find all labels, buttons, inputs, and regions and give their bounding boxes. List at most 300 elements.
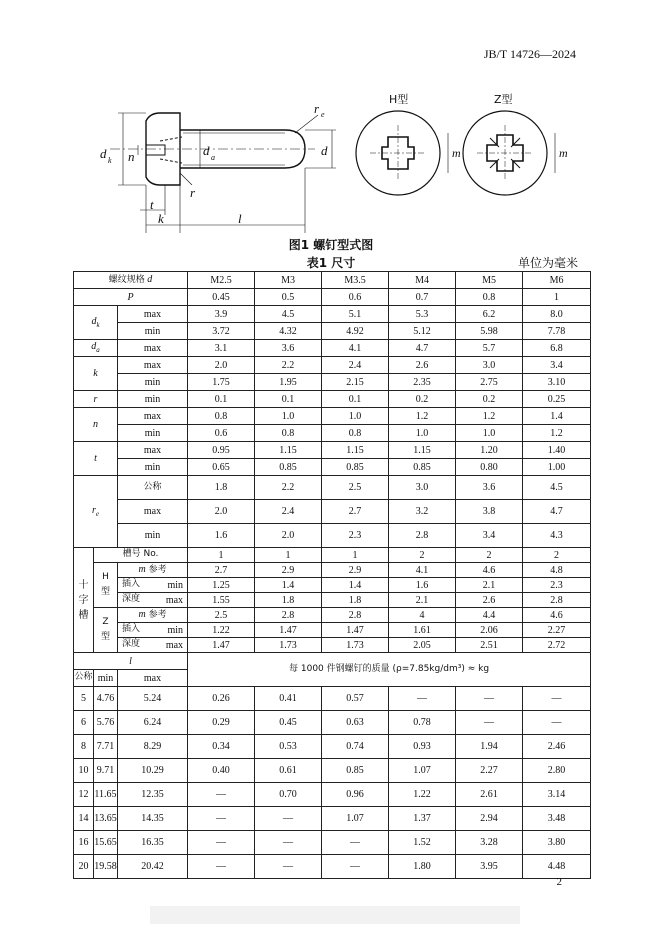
table-cell: 1.47 (255, 623, 322, 638)
mass-value: 0.29 (188, 711, 255, 735)
table-cell: 3.9 (188, 306, 255, 323)
table-row (74, 548, 591, 563)
cross-recess-label: 十 字 槽 (74, 548, 94, 653)
table-cell: P (74, 289, 188, 306)
mass-value: — (456, 687, 523, 711)
table-cell: 2 (456, 548, 523, 563)
length-min: 13.65 (94, 807, 118, 831)
label-n: n (128, 149, 135, 164)
table-cell: 3.6 (456, 476, 523, 500)
table-cell: 1 (322, 548, 389, 563)
table-cell: 5.7 (456, 340, 523, 357)
table-cell: t (74, 442, 118, 476)
table-cell: 2.3 (322, 524, 389, 548)
label-m-z: m (559, 146, 568, 160)
table-cell: $d_k$ (74, 306, 118, 340)
table-cell: 4.7 (389, 340, 456, 357)
mass-value: 0.45 (255, 711, 322, 735)
table-cell: 1.95 (255, 374, 322, 391)
length-nominal: 6 (74, 711, 94, 735)
mass-value: — (188, 807, 255, 831)
table-row (74, 289, 591, 306)
unit-note: 单位为毫米 (517, 256, 578, 270)
table-cell: 1.6 (188, 524, 255, 548)
length-max: 10.29 (118, 759, 188, 783)
mass-value: 2.27 (456, 759, 523, 783)
table-cell: 2.8 (389, 524, 456, 548)
table-cell: 3.0 (456, 357, 523, 374)
mass-value: — (188, 783, 255, 807)
mass-value: — (188, 831, 255, 855)
length-max: 6.24 (118, 711, 188, 735)
table-cell: 4.5 (523, 476, 591, 500)
mass-value: 0.96 (322, 783, 389, 807)
table-cell: 0.2 (456, 391, 523, 408)
table-cell: 2.75 (456, 374, 523, 391)
mass-value: 1.22 (389, 783, 456, 807)
table-cell: 4.92 (322, 323, 389, 340)
length-min: 9.71 (94, 759, 118, 783)
length-nominal: 10 (74, 759, 94, 783)
table-cell: 1.4 (322, 578, 389, 593)
mass-value: — (255, 807, 322, 831)
table-cell: 2.06 (456, 623, 523, 638)
table-cell: 0.65 (188, 459, 255, 476)
z-type-view (463, 111, 555, 195)
mass-value: 0.78 (389, 711, 456, 735)
table-cell: 2.8 (322, 608, 389, 623)
mass-value: 1.07 (389, 759, 456, 783)
table-cell: 1.0 (389, 425, 456, 442)
table-cell: 0.5 (255, 289, 322, 306)
label-h-type: H型 (389, 93, 409, 106)
table-cell: min (118, 323, 188, 340)
table-cell: 0.1 (188, 391, 255, 408)
table-cell: 6.8 (523, 340, 591, 357)
table-cell: max (118, 340, 188, 357)
table-cell: 4.1 (389, 563, 456, 578)
label-dk: d (100, 146, 107, 161)
table-cell: 3.72 (188, 323, 255, 340)
table-cell: 4.8 (523, 563, 591, 578)
table-cell: 4 (389, 608, 456, 623)
table-cell: 深度 max (118, 638, 188, 653)
table-cell: min (118, 524, 188, 548)
table-cell: 1.75 (188, 374, 255, 391)
table-cell: 4.5 (255, 306, 322, 323)
table-cell: 0.95 (188, 442, 255, 459)
label-d: d (321, 143, 328, 158)
table-cell: 1.73 (255, 638, 322, 653)
size-header: M3 (255, 272, 322, 289)
length-nominal: 8 (74, 735, 94, 759)
table-row (74, 459, 591, 476)
footer-band (150, 906, 520, 924)
table-cell: 2.2 (255, 357, 322, 374)
table-cell: $d_a$ (74, 340, 118, 357)
table-row (74, 563, 591, 578)
mass-value: 1.07 (322, 807, 389, 831)
table-cell: 3.0 (389, 476, 456, 500)
table-cell: 4.4 (456, 608, 523, 623)
table-cell: 1 (188, 548, 255, 563)
table-caption: 表1 尺寸 (306, 256, 356, 270)
table-cell: 0.85 (255, 459, 322, 476)
table-cell: 插入 min (118, 623, 188, 638)
table-cell: 1.15 (255, 442, 322, 459)
table-cell: 1.8 (322, 593, 389, 608)
length-min: 11.65 (94, 783, 118, 807)
mass-value: — (322, 855, 389, 879)
table-cell: 2.6 (389, 357, 456, 374)
table-cell: 5.1 (322, 306, 389, 323)
table-row (74, 855, 591, 879)
table-cell: 2.15 (322, 374, 389, 391)
table-cell: 0.85 (389, 459, 456, 476)
table-row (74, 442, 591, 459)
length-max: 8.29 (118, 735, 188, 759)
table-cell: 2.7 (188, 563, 255, 578)
l-header: l (74, 653, 188, 670)
mass-value: 0.63 (322, 711, 389, 735)
table-cell: 2.4 (255, 500, 322, 524)
table-row (74, 623, 591, 638)
length-max: 20.42 (118, 855, 188, 879)
table-cell: 2.5 (188, 608, 255, 623)
mass-value: 2.80 (523, 759, 591, 783)
table-cell: min (118, 391, 188, 408)
label-m-h: m (452, 146, 461, 160)
z-type-label: Z 型 (94, 608, 118, 653)
table-cell: 1.2 (523, 425, 591, 442)
table-cell: 4.6 (456, 563, 523, 578)
table-cell: m 参考 (118, 563, 188, 578)
table-cell: min (118, 374, 188, 391)
table-cell: 3.2 (389, 500, 456, 524)
table-cell: 2.1 (389, 593, 456, 608)
figure-caption: 图1 螺钉型式图 (288, 238, 374, 252)
table-cell: 1.0 (322, 408, 389, 425)
table-cell: 公称 (118, 476, 188, 500)
length-max: 14.35 (118, 807, 188, 831)
size-header: M3.5 (322, 272, 389, 289)
table-cell: max (118, 306, 188, 323)
table-cell: 2.9 (255, 563, 322, 578)
mass-value: 1.80 (389, 855, 456, 879)
table-cell: 4.32 (255, 323, 322, 340)
length-nominal: 16 (74, 831, 94, 855)
mass-value: — (255, 831, 322, 855)
table-row (74, 524, 591, 548)
mass-value: 0.85 (322, 759, 389, 783)
table-cell: 1.4 (523, 408, 591, 425)
mass-value: 4.48 (523, 855, 591, 879)
length-min: 5.76 (94, 711, 118, 735)
table-row (74, 807, 591, 831)
screw-figure (0, 85, 662, 235)
table-cell: m 参考 (118, 608, 188, 623)
table-cell: 1.15 (322, 442, 389, 459)
table-cell: 1.55 (188, 593, 255, 608)
mass-value: — (255, 855, 322, 879)
table-cell: max (118, 408, 188, 425)
table-row (74, 711, 591, 735)
h-type-view (356, 111, 448, 195)
table-cell: 0.7 (389, 289, 456, 306)
table-cell: 2.72 (523, 638, 591, 653)
table-row (74, 476, 591, 500)
length-max: 16.35 (118, 831, 188, 855)
table-row (74, 593, 591, 608)
table-cell: 3.10 (523, 374, 591, 391)
label-r: r (190, 185, 196, 200)
mass-value: 1.94 (456, 735, 523, 759)
table-cell: max (118, 670, 188, 687)
table-cell: 1.20 (456, 442, 523, 459)
table-cell: 2.2 (255, 476, 322, 500)
dimensions-table (73, 271, 591, 879)
table-cell: min (118, 425, 188, 442)
table-cell: 2.9 (322, 563, 389, 578)
mass-value: 0.41 (255, 687, 322, 711)
table-cell: 2.8 (255, 608, 322, 623)
mass-value: 2.94 (456, 807, 523, 831)
table-cell: 1.22 (188, 623, 255, 638)
length-nominal: 20 (74, 855, 94, 879)
table-cell: 2.51 (456, 638, 523, 653)
table-cell: min (118, 459, 188, 476)
table-row (74, 272, 591, 289)
table-cell: 1.2 (389, 408, 456, 425)
mass-value: — (456, 711, 523, 735)
table-cell: $r_e$ (74, 476, 118, 548)
standard-code: JB/T 14726—2024 (483, 47, 576, 61)
table-cell: 2.0 (255, 524, 322, 548)
length-nominal: 14 (74, 807, 94, 831)
h-type-label: H 型 (94, 563, 118, 608)
size-header: M2.5 (188, 272, 255, 289)
table-cell: 0.1 (255, 391, 322, 408)
table-cell: 0.80 (456, 459, 523, 476)
label-l: l (238, 211, 242, 226)
table-cell: n (74, 408, 118, 442)
table-cell: 3.8 (456, 500, 523, 524)
length-min: 15.65 (94, 831, 118, 855)
table-row (74, 357, 591, 374)
spec-header: 螺纹规格 d (74, 272, 188, 289)
size-header: M4 (389, 272, 456, 289)
table-cell: 2.1 (456, 578, 523, 593)
mass-value: 0.93 (389, 735, 456, 759)
table-cell: 2.8 (523, 593, 591, 608)
table-cell: 2.0 (188, 357, 255, 374)
mass-value: 3.80 (523, 831, 591, 855)
table-cell: 0.8 (456, 289, 523, 306)
table-cell: 0.25 (523, 391, 591, 408)
table-cell: 插入 min (118, 578, 188, 593)
table-cell: 2 (523, 548, 591, 563)
length-max: 5.24 (118, 687, 188, 711)
mass-value: 3.28 (456, 831, 523, 855)
mass-value: 2.61 (456, 783, 523, 807)
table-cell: 0.8 (188, 408, 255, 425)
table-row (74, 391, 591, 408)
table-cell: 0.8 (322, 425, 389, 442)
table-cell: r (74, 391, 118, 408)
mass-value: 1.37 (389, 807, 456, 831)
screw-drawing (0, 85, 662, 235)
table-cell: 1.4 (255, 578, 322, 593)
table-cell: 5.98 (456, 323, 523, 340)
mass-value: 3.14 (523, 783, 591, 807)
table-cell: 2.6 (456, 593, 523, 608)
table-cell: 4.1 (322, 340, 389, 357)
table-cell: 1.8 (188, 476, 255, 500)
table-cell: 3.1 (188, 340, 255, 357)
size-header: M6 (523, 272, 591, 289)
table-cell: 1.73 (322, 638, 389, 653)
mass-value: 1.52 (389, 831, 456, 855)
table-row (74, 831, 591, 855)
slot-no-label: 槽号 No. (94, 548, 188, 563)
mass-value: 0.26 (188, 687, 255, 711)
table-cell: 2.35 (389, 374, 456, 391)
mass-value: — (389, 687, 456, 711)
table-cell: 4.7 (523, 500, 591, 524)
table-row (74, 735, 591, 759)
table-cell: min (94, 670, 118, 687)
table-cell: 2 (389, 548, 456, 563)
table-row (74, 608, 591, 623)
mass-value: 0.34 (188, 735, 255, 759)
table-cell: max (118, 442, 188, 459)
table-row (74, 759, 591, 783)
table-cell: 6.2 (456, 306, 523, 323)
table-row (74, 408, 591, 425)
label-da: d (203, 143, 210, 158)
table-cell: 7.78 (523, 323, 591, 340)
table-cell: 3.4 (456, 524, 523, 548)
table-cell: 1.61 (389, 623, 456, 638)
mass-value: 0.70 (255, 783, 322, 807)
mass-value: 0.53 (255, 735, 322, 759)
table-cell: 1.00 (523, 459, 591, 476)
mass-note: 每 1000 件钢螺钉的质量 (ρ=7.85kg/dm³) ≈ kg (188, 653, 591, 687)
label-t: t (150, 197, 154, 212)
table-cell: 3.6 (255, 340, 322, 357)
table-row (74, 340, 591, 357)
table-cell: 2.5 (322, 476, 389, 500)
table-cell: 1.2 (456, 408, 523, 425)
table-cell: 5.12 (389, 323, 456, 340)
table-cell: 1.25 (188, 578, 255, 593)
table-cell: max (118, 357, 188, 374)
svg-text:a: a (211, 153, 215, 162)
table-cell: max (118, 500, 188, 524)
mass-value: 0.57 (322, 687, 389, 711)
label-z-type: Z型 (494, 93, 513, 106)
table-row (74, 687, 591, 711)
table-row (74, 783, 591, 807)
length-max: 12.35 (118, 783, 188, 807)
table-row (74, 323, 591, 340)
table-cell: 0.6 (322, 289, 389, 306)
label-k: k (158, 211, 164, 226)
table-cell: 8.0 (523, 306, 591, 323)
table-row (74, 425, 591, 442)
table-cell: 4.6 (523, 608, 591, 623)
table-cell: 2.4 (322, 357, 389, 374)
label-re: r (314, 101, 320, 116)
mass-value: 3.48 (523, 807, 591, 831)
table-row (74, 306, 591, 323)
table-cell: 0.2 (389, 391, 456, 408)
table-cell: 1.47 (188, 638, 255, 653)
length-min: 4.76 (94, 687, 118, 711)
mass-value: 3.95 (456, 855, 523, 879)
table-cell: 5.3 (389, 306, 456, 323)
table-cell: 2.05 (389, 638, 456, 653)
table-cell: 2.27 (523, 623, 591, 638)
table-cell: 0.45 (188, 289, 255, 306)
length-nominal: 5 (74, 687, 94, 711)
table-cell: k (74, 357, 118, 391)
page-number: 2 (556, 876, 562, 888)
table-cell: 公称 (74, 670, 94, 687)
mass-value: 0.61 (255, 759, 322, 783)
table-cell: 1.0 (255, 408, 322, 425)
slot (146, 145, 165, 155)
mass-value: — (523, 687, 591, 711)
table-row (74, 374, 591, 391)
mass-value: — (322, 831, 389, 855)
size-header: M5 (456, 272, 523, 289)
table-cell: 2.0 (188, 500, 255, 524)
table-cell: 1 (255, 548, 322, 563)
table-cell: 1.47 (322, 623, 389, 638)
length-min: 19.58 (94, 855, 118, 879)
mass-value: 0.74 (322, 735, 389, 759)
table-cell: 2.3 (523, 578, 591, 593)
table-cell: 4.3 (523, 524, 591, 548)
table-cell: 0.85 (322, 459, 389, 476)
table-cell: 1 (523, 289, 591, 306)
mass-value: — (523, 711, 591, 735)
length-nominal: 12 (74, 783, 94, 807)
mass-value: — (188, 855, 255, 879)
mass-value: 2.46 (523, 735, 591, 759)
table-cell: 1.40 (523, 442, 591, 459)
table-row (74, 638, 591, 653)
table-cell: 0.1 (322, 391, 389, 408)
table-row (74, 653, 591, 670)
table-cell: 1.0 (456, 425, 523, 442)
mass-value: 0.40 (188, 759, 255, 783)
table-row (74, 500, 591, 524)
table-cell: 1.15 (389, 442, 456, 459)
table-cell: 3.4 (523, 357, 591, 374)
length-min: 7.71 (94, 735, 118, 759)
table-cell: 2.7 (322, 500, 389, 524)
table-row (74, 578, 591, 593)
svg-text:e: e (321, 110, 325, 119)
table-cell: 0.6 (188, 425, 255, 442)
table-cell: 深度 max (118, 593, 188, 608)
svg-text:k: k (108, 156, 112, 165)
table-cell: 1.8 (255, 593, 322, 608)
table-cell: 0.8 (255, 425, 322, 442)
table-cell: 1.6 (389, 578, 456, 593)
